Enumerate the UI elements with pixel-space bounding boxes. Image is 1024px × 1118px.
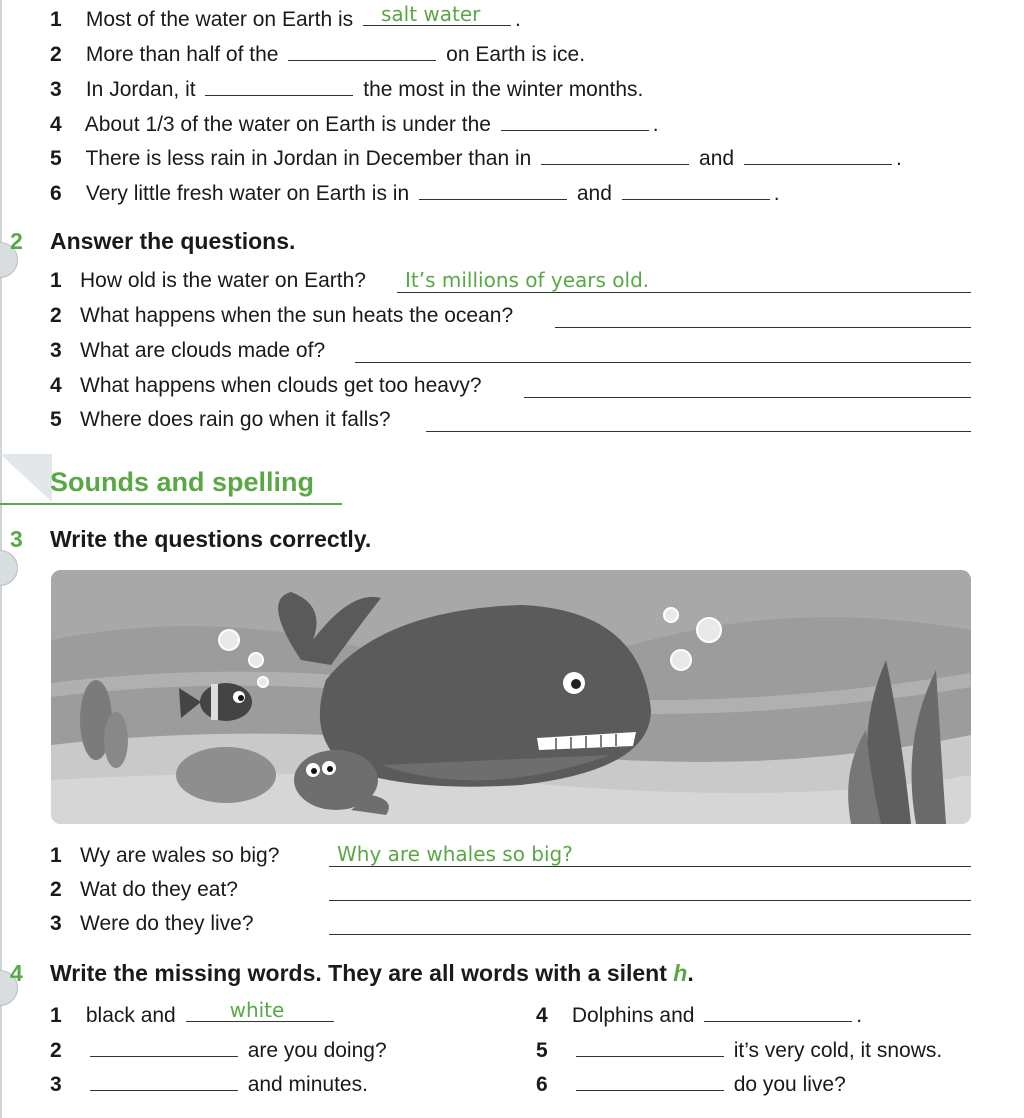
answer-blank[interactable]	[576, 1034, 724, 1057]
exercise-heading: Write the missing words. They are all words with a silent h.	[50, 960, 694, 986]
answer-line[interactable]	[329, 876, 971, 901]
ex1-item-5: 5 There is less rain in Jordan in December than in and .	[50, 142, 902, 172]
answer-blank[interactable]	[744, 142, 892, 165]
ex4-item-6: 6 do you live?	[536, 1068, 846, 1098]
answer-blank[interactable]	[501, 108, 649, 131]
ex1-item-3: 3 In Jordan, it the most in the winter months.	[50, 73, 643, 103]
ex4-item-2: 2 are you doing?	[50, 1034, 387, 1064]
ex1-item-6: 6 Very little fresh water on Earth is in and .	[50, 177, 780, 207]
answer-line[interactable]	[426, 407, 971, 432]
exercise-number: 4	[10, 960, 23, 986]
answer-line[interactable]: Why are whales so big?	[329, 842, 971, 867]
answer-blank[interactable]	[704, 999, 852, 1022]
ex2-item-1: 1 How old is the water on Earth?	[50, 269, 366, 292]
ex1-item-4: 4 About 1/3 of the water on Earth is under the .	[50, 108, 659, 138]
underwater-whale-illustration	[51, 570, 971, 824]
answer-blank[interactable]	[288, 38, 436, 61]
answer-blank[interactable]	[622, 177, 770, 200]
whale-scene-svg	[51, 570, 971, 824]
ex1-item-2: 2 More than half of the on Earth is ice.	[50, 38, 585, 68]
section-title: Sounds and spelling	[50, 467, 315, 497]
silent-h-letter: h	[673, 960, 688, 986]
answer-blank[interactable]: salt water	[363, 3, 511, 26]
ex2-item-3: 3 What are clouds made of?	[50, 339, 326, 362]
section-underline	[0, 503, 342, 505]
answer-blank[interactable]	[419, 177, 567, 200]
answer-blank[interactable]	[576, 1068, 724, 1091]
answer-line[interactable]	[555, 303, 971, 328]
ex2-item-5: 5 Where does rain go when it falls?	[50, 408, 391, 431]
ex3-item-2: 2 Wat do they eat?	[50, 878, 238, 901]
page-edge-disc	[0, 550, 18, 586]
exercise-number: 2	[10, 228, 23, 254]
ex3-item-1: 1 Wy are wales so big?	[50, 844, 280, 867]
ex2-item-2: 2 What happens when the sun heats the ocean?	[50, 304, 514, 327]
ex3-item-3: 3 Were do they live?	[50, 912, 254, 935]
ex4-item-4: 4 Dolphins and .	[536, 999, 862, 1029]
answer-blank[interactable]	[205, 73, 353, 96]
answer-line[interactable]	[329, 910, 971, 935]
answer-blank[interactable]	[541, 142, 689, 165]
exercise-number: 3	[10, 526, 23, 552]
ex2-item-4: 4 What happens when clouds get too heavy?	[50, 374, 482, 397]
ex4-item-5: 5 it’s very cold, it snows.	[536, 1034, 942, 1064]
answer-blank[interactable]	[90, 1034, 238, 1057]
answer-line[interactable]: It’s millions of years old.	[397, 268, 971, 293]
exercise-heading: Write the questions correctly.	[50, 526, 372, 552]
ex4-item-1: 1 black and white	[50, 999, 338, 1029]
ex4-item-3: 3 and minutes.	[50, 1068, 368, 1098]
answer-blank[interactable]: white	[186, 999, 334, 1022]
answer-blank[interactable]	[90, 1068, 238, 1091]
answer-line[interactable]	[355, 338, 971, 363]
exercise-heading: Answer the questions.	[50, 228, 296, 254]
answer-line[interactable]	[524, 373, 971, 398]
section-tab-shape	[0, 454, 52, 502]
rock-icon	[176, 747, 276, 803]
ex1-item-1: 1 Most of the water on Earth is salt water .	[50, 2, 521, 31]
